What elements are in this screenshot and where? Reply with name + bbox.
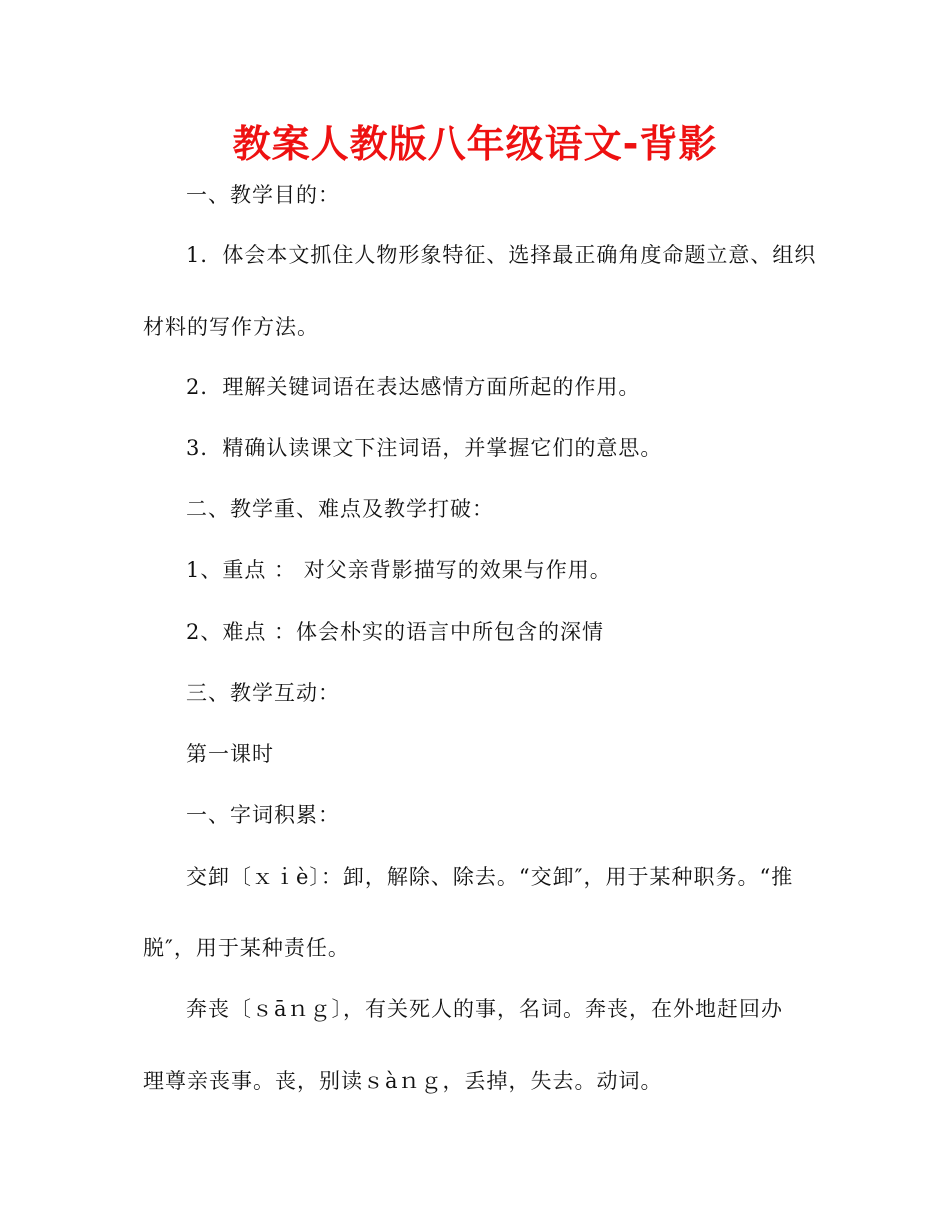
document-title: 教案人教版八年级语文-背影	[232, 122, 718, 166]
paragraph-line: 材料的写作方法。	[143, 315, 319, 339]
paragraph-line: 2、难点 ：体会朴实的语言中所包含的深情	[186, 620, 605, 644]
paragraph-line: 理尊亲丧事。丧，别读ｓàｎｇ，丢掉，失去。动词。	[143, 1069, 663, 1093]
paragraph-line: 奔丧〔ｓāｎｇ〕，有关死人的事，名词。奔丧，在外地赶回办	[186, 997, 784, 1021]
paragraph-line: 脱″，用于某种责任。	[143, 936, 350, 960]
section-heading-teaching-goals: 一、教学目的：	[186, 183, 340, 207]
paragraph-line: 交卸〔ｘｉè〕：卸，解除、除去。“交卸″，用于某种职务。“推	[186, 865, 794, 889]
paragraph-line: 1、重点 ： 对父亲背影描写的效果与作用。	[186, 558, 612, 582]
section-heading-vocabulary: 一、字词积累：	[186, 803, 340, 827]
subheading-first-lesson: 第一课时	[186, 742, 274, 766]
section-heading-interaction: 三、教学互动：	[186, 681, 340, 705]
paragraph-line: 2．理解关键词语在表达感情方面所起的作用。	[186, 375, 641, 399]
paragraph-line: 3．精确认读课文下注词语，并掌握它们的意思。	[186, 436, 663, 460]
section-heading-key-points: 二、教学重、难点及教学打破：	[186, 497, 494, 521]
paragraph-line: 1．体会本文抓住人物形象特征、选择最正确角度命题立意、组织	[186, 243, 817, 267]
